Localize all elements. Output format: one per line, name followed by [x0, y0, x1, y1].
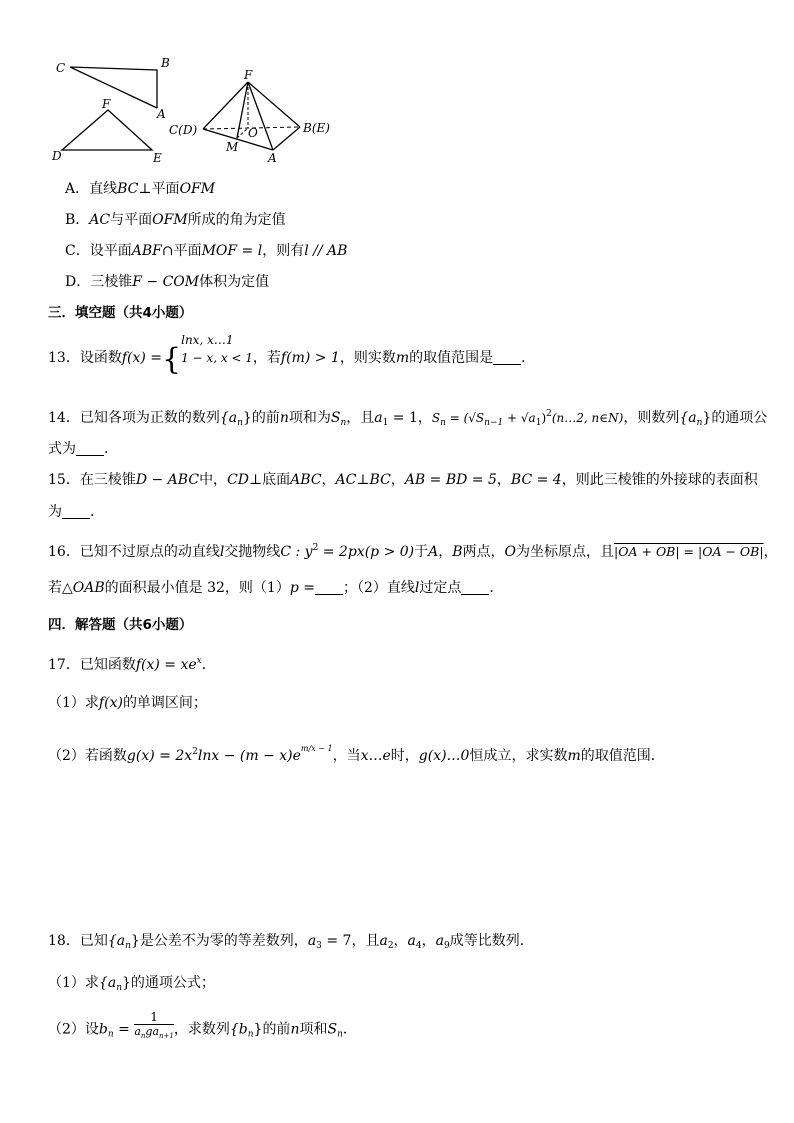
label-d: D	[52, 149, 62, 163]
question-text: ，则此三棱锥的外接球的表面积	[561, 472, 758, 488]
question-text: 式为	[48, 441, 76, 457]
question-text: ，当	[332, 748, 361, 764]
math: {a	[107, 933, 126, 949]
period: ．	[90, 504, 104, 520]
period: ．	[201, 657, 216, 673]
math-vector-equation: |OA + OB| = |OA − OB|	[614, 544, 764, 559]
math-sub: n	[125, 941, 131, 951]
question-text: 已知各项为正数的数列	[79, 410, 220, 426]
question-text: 的通项公	[711, 410, 768, 426]
question-text: 设函数	[79, 350, 122, 366]
question-text: 两点，	[462, 544, 505, 560]
question-number: 18．	[48, 933, 80, 949]
math-sup: 2	[546, 409, 552, 419]
math: g(x) = 2x	[126, 748, 193, 764]
question-text: 的取值范围．	[580, 748, 665, 764]
part-label: （2）若函数	[48, 748, 127, 764]
question-text: ；（2）直线	[342, 580, 415, 596]
label-c: C	[56, 61, 66, 75]
question-text: 项和	[299, 1021, 328, 1038]
math: = (√S	[445, 411, 485, 425]
period: ．	[489, 580, 504, 596]
answer-blank[interactable]	[461, 580, 489, 595]
question-text: ，则实数	[339, 350, 396, 366]
math-sup: 2	[312, 543, 319, 553]
den-mid: ga	[145, 1025, 160, 1038]
math-sub: 9	[444, 941, 450, 951]
question-text: ，且	[346, 410, 375, 426]
label-f2: F	[244, 68, 253, 82]
math: OFM	[179, 181, 216, 197]
question-text: ，	[417, 410, 432, 426]
question-text: 的前	[251, 410, 280, 426]
math: OFM	[152, 212, 188, 228]
den-a: a	[134, 1025, 141, 1038]
math: }	[242, 410, 252, 426]
question-text: 底面	[262, 472, 291, 488]
option-b	[65, 211, 286, 229]
question-text: 的通项公式；	[130, 975, 215, 991]
question-number: 15．	[48, 472, 80, 488]
label-b: B	[161, 56, 170, 70]
math-sub: n	[247, 1029, 254, 1040]
math: BC = 4	[510, 472, 562, 488]
math: f(x) = xe	[135, 657, 197, 673]
math-sub: 3	[316, 941, 322, 951]
math: {a	[98, 975, 117, 991]
edge-fc	[203, 82, 248, 129]
option-text: 直线	[89, 181, 118, 197]
label-cd: C(D)	[169, 123, 198, 137]
question-14	[48, 405, 767, 432]
math: S	[330, 410, 341, 426]
math-symbol: ⊥	[249, 472, 263, 488]
question-14-line2	[48, 440, 118, 458]
math: = 2px(p > 0)	[318, 544, 415, 560]
label-m: M	[226, 140, 239, 154]
option-text: 与平面	[110, 212, 153, 228]
question-text: 为	[48, 504, 62, 520]
math-symbol: ∩	[161, 243, 174, 259]
option-letter: D．	[65, 274, 91, 290]
math: =	[113, 1021, 130, 1038]
label-a: A	[157, 107, 166, 121]
label-f: F	[102, 97, 111, 111]
math-sub: 1	[535, 418, 542, 428]
question-text: 已知	[79, 933, 108, 949]
question-text: 在三棱锥	[79, 472, 136, 488]
math: ABC	[290, 472, 322, 488]
math-sub: 1	[382, 418, 389, 428]
math: }	[130, 933, 140, 949]
math: l // AB	[304, 243, 348, 259]
question-text: 的单调区间；	[122, 695, 207, 711]
question-text: 已知不过原点的动直线	[79, 544, 220, 560]
math: AC	[335, 472, 357, 488]
fraction-numerator: 1	[134, 1010, 174, 1025]
math: BC	[117, 181, 139, 197]
question-13	[48, 333, 536, 377]
question-text: ，	[438, 544, 453, 560]
edge-ca	[70, 67, 157, 108]
math: n	[290, 1021, 300, 1038]
fraction-denominator	[134, 1025, 174, 1043]
math: C : y	[280, 544, 313, 560]
question-15	[48, 471, 758, 489]
question-16	[48, 539, 778, 561]
option-text: 体积为定值	[199, 274, 270, 290]
label-e: E	[153, 151, 162, 165]
den-sub2: n+1	[159, 1032, 174, 1040]
math: }	[121, 975, 131, 991]
math: p =	[289, 580, 315, 596]
part-label: （1）求	[48, 975, 99, 991]
question-text: 恒成立，求实数	[469, 748, 568, 764]
math-sub: n	[237, 418, 243, 428]
math: (n…2, n∈N)	[551, 411, 624, 425]
math-sup: x	[196, 656, 202, 666]
math: {a	[219, 410, 238, 426]
question-text: 中，	[199, 472, 228, 488]
option-letter: B．	[65, 212, 90, 228]
math-exponent: m/x − 1	[300, 744, 333, 753]
question-number: 13．	[48, 350, 80, 366]
math: }	[253, 1021, 263, 1038]
math-sub: 2	[387, 941, 394, 951]
option-text: 所成的角为定值	[187, 212, 286, 228]
question-text: ，若	[252, 350, 281, 366]
answer-blank[interactable]	[315, 580, 343, 595]
math: S	[327, 1021, 338, 1038]
question-text: ，	[321, 472, 336, 488]
math: a	[407, 933, 416, 949]
answer-blank[interactable]	[62, 504, 90, 519]
option-d	[65, 273, 269, 291]
math: x…e	[360, 748, 391, 764]
option-c	[65, 242, 347, 260]
math-sub: n	[440, 418, 446, 428]
option-text: 平面	[173, 243, 202, 259]
question-text: ，求数列	[173, 1021, 230, 1038]
math: F − COM	[132, 274, 200, 290]
question-text: ，	[393, 933, 408, 949]
math-sub: n	[116, 983, 122, 993]
math: a	[374, 410, 383, 426]
question-text: ，	[390, 472, 405, 488]
math: a	[307, 933, 317, 949]
math: BC	[369, 472, 391, 488]
math: lnx − (m − x)e	[197, 748, 301, 764]
question-17-part1	[48, 694, 207, 712]
option-text: 平面	[151, 181, 180, 197]
math: AC	[89, 212, 111, 228]
math-sub: n	[340, 418, 347, 428]
math: )	[541, 411, 547, 425]
question-text: ，	[496, 472, 511, 488]
question-17-part2	[48, 740, 665, 765]
question-16-line2	[48, 579, 503, 597]
question-text: 若	[48, 580, 62, 596]
math: S	[431, 411, 441, 425]
math: {a	[679, 410, 697, 426]
math-symbol: ⊥	[138, 181, 152, 197]
math: g(x)…0	[418, 748, 470, 764]
option-text: ，则有	[262, 243, 305, 259]
period: ．	[104, 441, 118, 457]
math-sub: n−1	[484, 418, 504, 428]
question-text: ，且	[351, 933, 380, 949]
math: A	[428, 544, 439, 560]
question-number: 14．	[48, 410, 80, 426]
label-a2: A	[268, 151, 277, 165]
math-sub: n	[696, 418, 703, 428]
math-sub: n	[107, 1029, 114, 1040]
math: MOF = l	[201, 243, 263, 259]
math: = 7	[321, 933, 352, 949]
period: ．	[521, 350, 536, 366]
label-be: B(E)	[303, 121, 330, 135]
math: {b	[229, 1021, 248, 1038]
question-17	[48, 652, 216, 674]
math: l	[414, 580, 420, 596]
math-sup: 2	[192, 747, 198, 757]
question-text: ，	[763, 544, 778, 560]
math: O	[504, 544, 517, 560]
math: b	[98, 1021, 108, 1038]
question-text: 过定点	[419, 580, 462, 596]
question-text: 时，	[390, 748, 419, 764]
answer-blank[interactable]	[76, 441, 104, 456]
math: m	[395, 350, 410, 366]
math: n	[279, 410, 289, 426]
math: CD	[227, 472, 249, 488]
edge-ab	[273, 127, 300, 150]
question-text: 的前	[262, 1021, 291, 1038]
math: f(x) =	[121, 350, 163, 366]
part-label: （2）设	[48, 1021, 99, 1038]
question-18-part2	[48, 1010, 357, 1044]
question-text: 交抛物线	[224, 544, 281, 560]
piecewise-cases	[181, 331, 253, 367]
math: ABF	[131, 243, 162, 259]
case-1: lnx, x…1	[181, 333, 234, 347]
math: △OAB	[62, 580, 105, 596]
question-18	[48, 932, 534, 955]
brace: {	[162, 342, 182, 377]
question-15-line2	[48, 503, 104, 521]
part-label: （1）求	[48, 695, 99, 711]
math: a	[379, 933, 388, 949]
math-symbol: ⊥	[356, 472, 370, 488]
case-2: 1 − x, x < 1	[181, 351, 253, 365]
math: B	[452, 544, 463, 560]
math: a	[435, 933, 444, 949]
question-text: 的面积最小值是 32，则（1）	[104, 580, 290, 596]
math: f(m) > 1	[280, 350, 340, 366]
question-text: 已知函数	[79, 657, 136, 673]
question-text: ，则数列	[623, 410, 680, 426]
triangle-dfe	[62, 110, 152, 150]
math: m	[567, 748, 581, 764]
fraction	[134, 1010, 174, 1043]
period: ．	[342, 1021, 357, 1038]
option-letter: C．	[65, 243, 90, 259]
math: f(x)	[98, 695, 123, 711]
math: l	[219, 544, 225, 560]
answer-blank[interactable]	[493, 350, 521, 365]
math: }	[702, 410, 712, 426]
question-text: 成等比数列．	[449, 933, 534, 949]
label-o: O	[248, 126, 258, 140]
question-text: 的取值范围是	[409, 350, 494, 366]
math: + √a	[503, 411, 536, 425]
den-sub: n	[140, 1032, 146, 1040]
question-text: 项和为	[288, 410, 331, 426]
question-number: 16．	[48, 544, 80, 560]
question-text: 是公差不为零的等差数列，	[139, 933, 308, 949]
question-text: ，	[421, 933, 436, 949]
math: D − ABC	[135, 472, 200, 488]
section-heading-solutions: 四．解答题（共6小题）	[48, 617, 193, 633]
question-text: 于	[414, 544, 429, 560]
math-sub: 4	[415, 941, 422, 951]
math: = 1	[388, 410, 418, 426]
option-a	[65, 180, 215, 198]
option-text: 设平面	[89, 243, 132, 259]
question-text: 为坐标原点，且	[516, 544, 615, 560]
question-number: 17．	[48, 657, 80, 673]
math: AB = BD = 5	[404, 472, 497, 488]
question-18-part1	[48, 974, 215, 997]
option-text: 三棱锥	[90, 274, 133, 290]
section-heading-fill-in: 三．填空题（共4小题）	[48, 305, 193, 321]
math-sub: n	[337, 1029, 343, 1040]
option-letter: A．	[65, 181, 90, 197]
